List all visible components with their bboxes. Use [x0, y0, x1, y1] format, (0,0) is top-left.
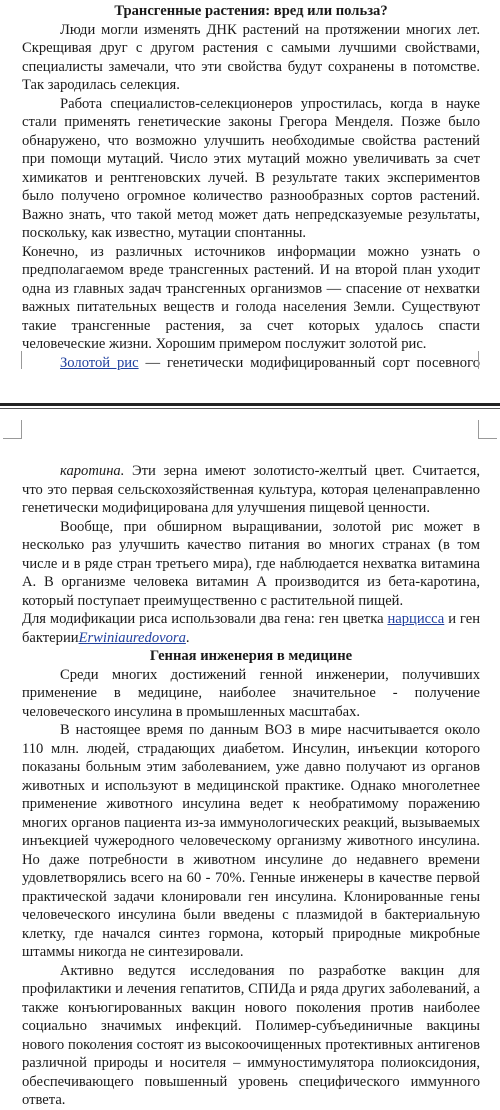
paragraph-italic: каротина. [60, 463, 125, 479]
erwinia-link[interactable]: Erwiniauredovora [78, 629, 186, 646]
paragraph-text: . [185, 629, 190, 646]
page-break [0, 372, 500, 420]
page-1-body [22, 2, 480, 391]
paragraph-text: — генетически модифицированный сорт посевного [145, 354, 481, 371]
document-page-1 [0, 0, 500, 372]
paragraph-text: и ген бактерии [22, 611, 481, 646]
paragraph: Вообще, при обширном выращивании, золотой рис может в несколько раз улучшить качество питания во многих странах (в том числе и в ряде стран третьего мира), где наблюдается нехватка витамина А. В организме человека витамин А производится из бета-каротина, который поступает преимущественно с растительной пищей. [22, 518, 480, 609]
page-break-line [0, 403, 500, 406]
page-corner-mark [478, 351, 497, 369]
document-page-2 [0, 420, 500, 1108]
paragraph: Активно ведутся исследования по разработке вакцин для профилактики и лечения гепатитов, СПИДа и ряда других заболеваний, а также конъюгированных вакцин нового поколения против наиболее социально значимых инфекций. Полимер-субъединичные вакцины нового поколения состоят из высокоочищенных протективных антигенов различной природы и носителя – иммуностимулятора полиоксидония, обеспечивающего повышенный уровень специфического иммунного ответа. [22, 962, 480, 1108]
golden-rice-link[interactable]: Золотой рис [60, 354, 139, 371]
paragraph: Работа специалистов-селекционеров упростилась, когда в науке стали применять генетические законы Грегора Менделя. Позже было обнаружено, что возможно улучшить необходимые свойства растений при помощи мутаций. Число этих мутаций можно увеличивать за счет химикатов и рентгеновских лучей. В результате таких экспериментов было получено огромное количество разнообразных сортов растений. Важно знать, что такой метод может дать непредсказуемые результаты, поскольку, как известно, мутации спонтанны. [22, 95, 480, 241]
narcissus-link[interactable]: нарцисса [387, 611, 445, 627]
paragraph-text: Для модификации риса использовали два гена: ген цветка [22, 611, 388, 627]
document-title: Трансгенные растения: вред или польза? [114, 3, 388, 19]
paragraph: Среди многих достижений генной инженерии, получивших применение в медицине, наиболее значительное - получение человеческого инсулина в промышленных масштабах. [22, 666, 480, 720]
section-heading: Генная инженерия в медицине [149, 648, 353, 664]
page-corner-mark [3, 420, 22, 439]
paragraph-text: Эти зерна имеют золотисто-желтый цвет. Считается, что это первая сельскохозяйственная культура, которая целенаправленно генетически модифицирована для улучшения пищевой ценности. [22, 463, 480, 516]
paragraph: В настоящее время по данным ВОЗ в мире насчитывается около 110 млн. людей, страдающих диабетом. Инсулин, инъекции которого показаны больным этим заболеванием, уже давно получают из органов животных и используют в медицинской практике. Однако многолетнее применение животного инсулина ведет к необратимому поражению многих органов пациента из-за иммунологических реакций, вызываемых инъекцией чужеродного человеческому организму животного инсулина. Но даже потребности в животном инсулине до недавнего времени удовлетворялись всего на 60 - 70%. Генные инженеры в качестве первой практической задачи клонировали ген инсулина. Клонированные гены человеческого инсулина были введены с плазмидой в бактериальную клетку, где начался синтез гормона, который природные микробные штаммы никогда не синтезировали. [22, 722, 480, 960]
paragraph: Люди могли изменять ДНК растений на протяжении многих лет. Скрещивая друг с другом растения с самыми лучшими свойствами, специалисты замечали, что эти свойства будут сохранены в потомстве. Так зародилась селекция. [22, 21, 480, 93]
page-2-body [22, 462, 480, 1110]
paragraph: Конечно, из различных источников информации можно узнать о предполагаемом вреде трансгенных растений. И на второй план уходит одна из главных задач трансгенных организмов — спасение от нехватки важных питательных веществ и голода населения Земли. Существуют такие трансгенные растения, за счет которых удалось спасти человеческие жизни. Хорошим примером послужит золотой рис. [22, 243, 480, 352]
page-break-line [0, 408, 500, 409]
paragraph [22, 462, 480, 518]
page-corner-mark [3, 351, 22, 369]
page-corner-mark [478, 420, 497, 439]
paragraph [22, 610, 480, 647]
